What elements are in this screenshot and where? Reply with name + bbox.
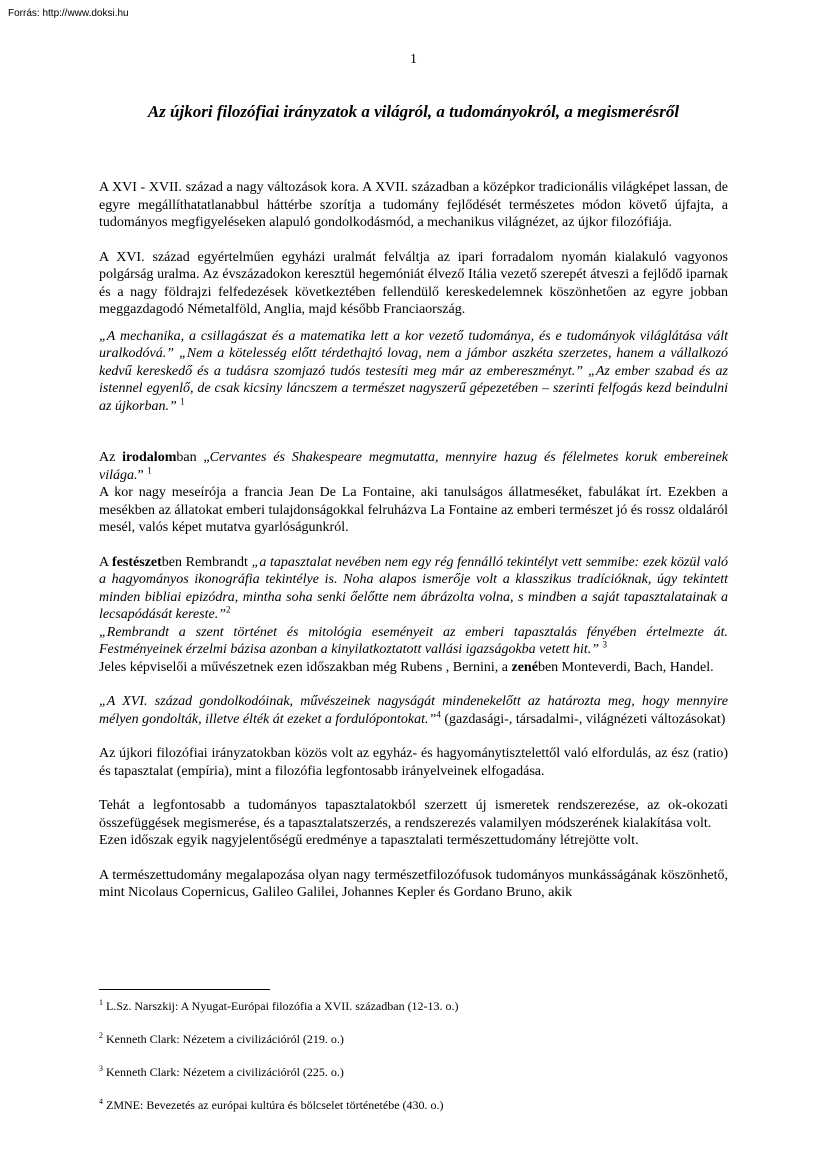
document-body [99,179,728,902]
text-span: ben Monteverdi, Bach, Handel. [537,659,714,675]
paragraph-termeszettudomany: A természettudomány megalapozása olyan nagy természetfilozófusok tudományos munkásságának köszönhető, mint Nicolaus Copernicus, Galileo Galilei, Johannes Kepler és Gordano Bruno, akik [99,867,728,900]
footnotes [99,997,728,1129]
quote-text: „a tapasztalat nevében nem egy rég fennálló tekintélyt vett semmibe: ezek közül való a hagyományos ikonográfia tekintélye is. Noha alapos ismerője volt a klasszikus tradícióknak, úgy tekintett minden bibliai epizódra, mintha soha senki őelőtte nem ábrázolta volna, s mindben a saját tapasztalatainak a lecsapódását kereste.” [99,554,728,622]
quote-text: Cervantes és Shakespeare megmutatta, mennyire hazug és félelmetes koruk embereinek világa. [99,450,729,483]
paragraph-irangyzatok: Az újkori filozófiai irányzatokban közös volt az egyház- és hagyománytisztelettől való elfordulás, az ész (ratio) és tapasztalat (empíria), mint a filozófia legfontosabb irányelveinek elfogadása. [99,746,728,779]
footnote-text: Kenneth Clark: Nézetem a civilizációról (225. o.) [103,1065,344,1079]
bold-term: festészet [112,554,162,570]
footnote-3 [99,1063,728,1083]
footnote-ref: 3 [602,639,608,650]
bold-term: irodalom [122,450,177,465]
paragraph-eredmeny: Ezen időszak egyik nagyjelentőségű eredménye a tapasztalati természettudomány létrejötte volt. [99,833,639,848]
text-span: ” [137,467,148,483]
text-span: ben Rembrandt [161,554,252,570]
footnote-text: Kenneth Clark: Nézetem a civilizációról (219. o.) [103,1032,344,1046]
footnote-text: ZMNE: Bevezetés az európai kultúra és bölcselet történetébe (430. o.) [103,1098,444,1112]
document-title: Az újkori filozófiai irányzatok a világról, a tudományokról, a megismerésről [147,102,680,121]
quote-text: „A mechanika, a csillagászat és a matematika lett a kor vezető tudománya, és e tudományok világlátása vált uralkodóvá.” „Nem a kötelesség előtt térdethajtó lovag, nem a jámbor aszkéta szerzetes, hanem a vállalkozó kedvű kereskedő és a tudásra szomjazó tudós testesíti meg már az embereszményt.” „Az ember szabad és az istennel egyenlő, de csak kicsiny láncszem a természet nagyszerű gépezetében – szerinti felfogás kezd beindulni az újkorban.” [99,328,728,414]
bold-term: zené [511,659,538,675]
paragraph-festeszet [99,554,728,624]
footnote-divider [99,989,270,990]
footnote-1 [99,997,728,1017]
paragraph-irodalom [99,449,728,484]
paragraph-2: A XVI. század egyértelműen egyházi uralmát felváltja az ipari forradalom nyomán kialakuló vagyonos polgárság uralma. Az évszázadokon keresztül hegemóniát élvező Itália vezető szerepét átveszi a fejlődő iparnak és a nagy földrajzi felfedezések következtében fellendülő kereskedelemnek köszönhetően az egyre jobban meggazdagodó Németalföld, Anglia, majd később Franciaország. [99,249,728,317]
quote-text: „Rembrandt a szent történet és mitológia eseményeit az emberi tapasztalás fényében értelmezte át. Festményeinek érzelmi bázisa azonban a kinyilatkoztatott vallási igazságokba vetett hit.” [99,624,728,657]
footnote-number: 4 [99,1097,103,1106]
footnote-ref: 1 [180,395,185,406]
text-span: ban „ [176,450,210,465]
paragraph-kepviselok [99,659,728,677]
page-number: 1 [410,52,417,67]
source-label: Forrás: http://www.doksi.hu [8,8,129,19]
footnote-text: L.Sz. Narszkij: A Nyugat-Európai filozófia a XVII. században (12-13. o.) [103,999,459,1013]
footnote-ref: 2 [226,604,231,615]
text-span: Jeles képviselői a művészetnek ezen időszakban még Rubens , Bernini, a [99,659,512,675]
footnote-ref: 1 [147,464,152,475]
text-span: A [99,554,113,570]
footnote-ref: 4 [436,708,441,719]
footnote-number: 3 [99,1064,103,1073]
quote-mechanika [99,328,728,416]
footnote-4 [99,1096,728,1116]
footnote-2 [99,1030,728,1050]
quote-rembrandt [99,624,728,659]
text-span: Az [99,450,123,465]
text-span: (gazdasági-, társadalmi-, világnézeti változásokat) [440,711,726,727]
footnote-number: 2 [99,1031,103,1040]
paragraph-xvi-szazad [99,693,728,728]
paragraph-tehat: Tehát a legfontosabb a tudományos tapasztalatokból szerzett új ismeretek rendszerezése, az ok-okozati összefüggések megismerése, és a tapasztalatszerzés, a rendszerezés valamilyen módszerének kialakítása volt. [99,798,728,831]
paragraph-1: A XVI - XVII. század a nagy változások kora. A XVII. században a középkor tradicionális világképet lassan, de egyre megállíthatatlanabbul háttérbe szorítja a tudomány fejlődését természetes módon követő újfajta, a tudományos megfigyeléseken alapuló gondolkodásmód, a mechanikus világnézet, az újkor filozófiája. [99,180,728,230]
footnote-number: 1 [99,998,103,1007]
paragraph-la-fontaine: A kor nagy meseírója a francia Jean De La Fontaine, aki tanulságos állatmeséket, fabulákat írt. Ezekben a mesékben az állatokat emberi tulajdonságokkal felruházva La Fontaine az emberi természet jó és rossz oldaláról mesél, valós képet mutatva gyarlóságunkról. [99,485,728,535]
quote-text: „A XVI. század gondolkodóinak, művészeinek nagyságát mindenekelőtt az határozta meg, hogy mennyire mélyen gondolták, illetve élték át ezeket a fordulópontokat.” [99,694,728,727]
